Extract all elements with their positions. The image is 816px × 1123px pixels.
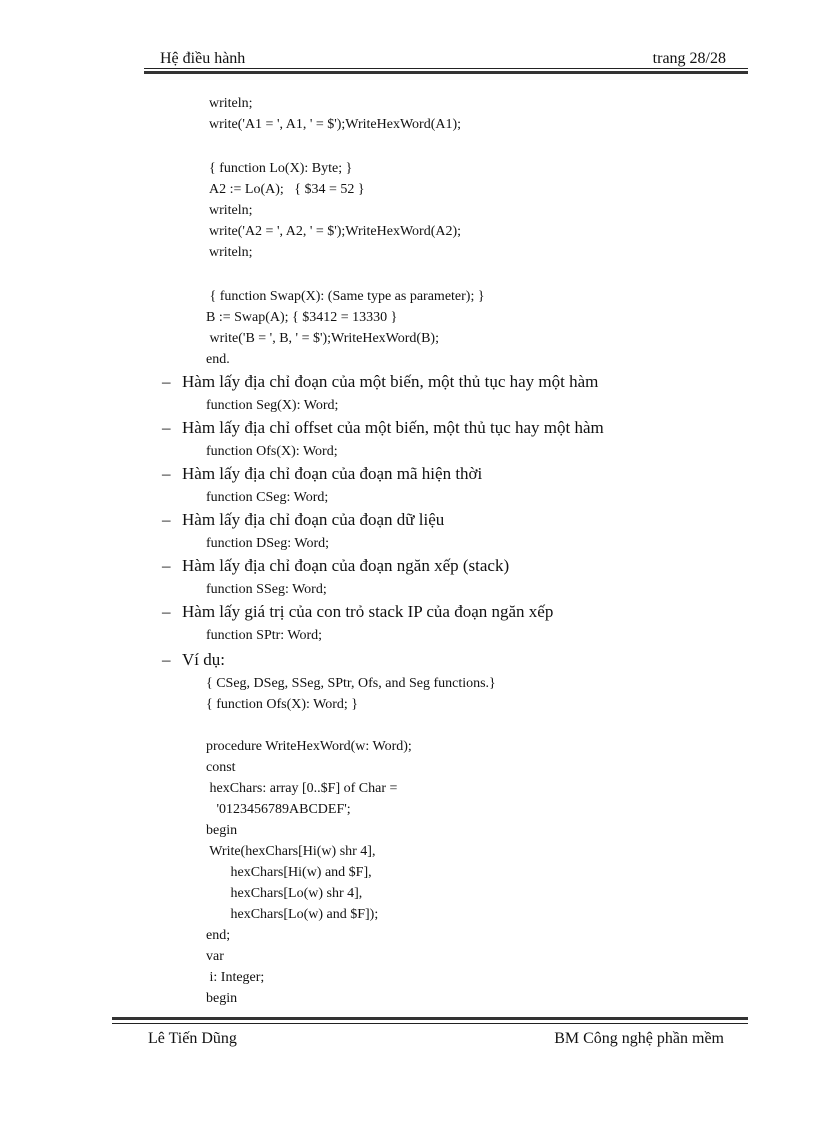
- bullet-text: Hàm lấy địa chỉ đoạn của một biến, một thủ tục hay một hàm: [182, 372, 599, 391]
- code-line: write('A2 = ', A2, ' = $');WriteHexWord(A2);: [209, 224, 462, 239]
- header-rule-thick: [144, 71, 748, 74]
- code-line: begin: [206, 991, 238, 1006]
- code-line: { function Lo(X): Byte; }: [209, 161, 353, 176]
- bullet-code: function DSeg: Word;: [206, 536, 330, 551]
- code-line: procedure WriteHexWord(w: Word);: [206, 739, 412, 754]
- header-page-number: trang 28/28: [652, 50, 726, 67]
- footer-rule-thick: [112, 1017, 748, 1020]
- bullet-text: Ví dụ:: [182, 650, 225, 669]
- bullet-code: function CSeg: Word;: [206, 490, 329, 505]
- code-line: begin: [206, 823, 238, 838]
- code-line: hexChars: array [0..$F] of Char =: [206, 781, 398, 796]
- code-line: hexChars[Hi(w) and $F],: [206, 865, 372, 880]
- bullet-code: function Seg(X): Word;: [206, 398, 339, 413]
- dash-bullet: –: [162, 372, 171, 391]
- code-line: write('B = ', B, ' = $');WriteHexWord(B);: [206, 331, 439, 346]
- dash-bullet: –: [162, 602, 171, 621]
- code-line: end.: [206, 352, 230, 367]
- code-line: { CSeg, DSeg, SSeg, SPtr, Ofs, and Seg functions.}: [206, 676, 496, 691]
- bullet-code: function SSeg: Word;: [206, 582, 327, 597]
- dash-bullet: –: [162, 464, 171, 483]
- code-line: '0123456789ABCDEF';: [206, 802, 351, 817]
- dash-bullet: –: [162, 650, 171, 669]
- code-line: { function Ofs(X): Word; }: [206, 697, 359, 712]
- code-line: writeln;: [209, 245, 253, 260]
- bullet-text: Hàm lấy địa chỉ đoạn của đoạn dữ liệu: [182, 510, 445, 529]
- dash-bullet: –: [162, 556, 171, 575]
- code-line: A2 := Lo(A); { $34 = 52 }: [209, 182, 365, 197]
- bullet-code: function Ofs(X): Word;: [206, 444, 338, 459]
- code-line: hexChars[Lo(w) shr 4],: [206, 886, 363, 901]
- bullet-code: function SPtr: Word;: [206, 628, 323, 643]
- code-line: const: [206, 760, 236, 775]
- code-line: end;: [206, 928, 231, 943]
- bullet-text: Hàm lấy giá trị của con trỏ stack IP của đoạn ngăn xếp: [182, 602, 554, 621]
- code-line: hexChars[Lo(w) and $F]);: [206, 907, 379, 922]
- code-line: writeln;: [209, 203, 253, 218]
- code-line: Write(hexChars[Hi(w) shr 4],: [206, 844, 376, 859]
- code-line: write('A1 = ', A1, ' = $');WriteHexWord(A1);: [209, 117, 462, 132]
- footer-department: BM Công nghệ phần mềm: [554, 1030, 724, 1047]
- dash-bullet: –: [162, 418, 171, 437]
- code-line: i: Integer;: [206, 970, 265, 985]
- bullet-text: Hàm lấy địa chỉ đoạn của đoạn ngăn xếp (stack): [182, 556, 510, 575]
- code-line: var: [206, 949, 224, 964]
- bullet-text: Hàm lấy địa chỉ offset của một biến, một thủ tục hay một hàm: [182, 418, 604, 437]
- bullet-text: Hàm lấy địa chỉ đoạn của đoạn mã hiện thời: [182, 464, 483, 483]
- code-line: B := Swap(A); { $3412 = 13330 }: [206, 310, 398, 325]
- footer-author: Lê Tiến Dũng: [148, 1030, 237, 1047]
- footer-rule-thin: [112, 1023, 748, 1024]
- dash-bullet: –: [162, 510, 171, 529]
- header-title: Hệ điều hành: [160, 50, 246, 67]
- code-line: { function Swap(X): (Same type as parameter); }: [206, 289, 485, 304]
- code-line: writeln;: [209, 96, 253, 111]
- header-rule-thin: [144, 68, 748, 69]
